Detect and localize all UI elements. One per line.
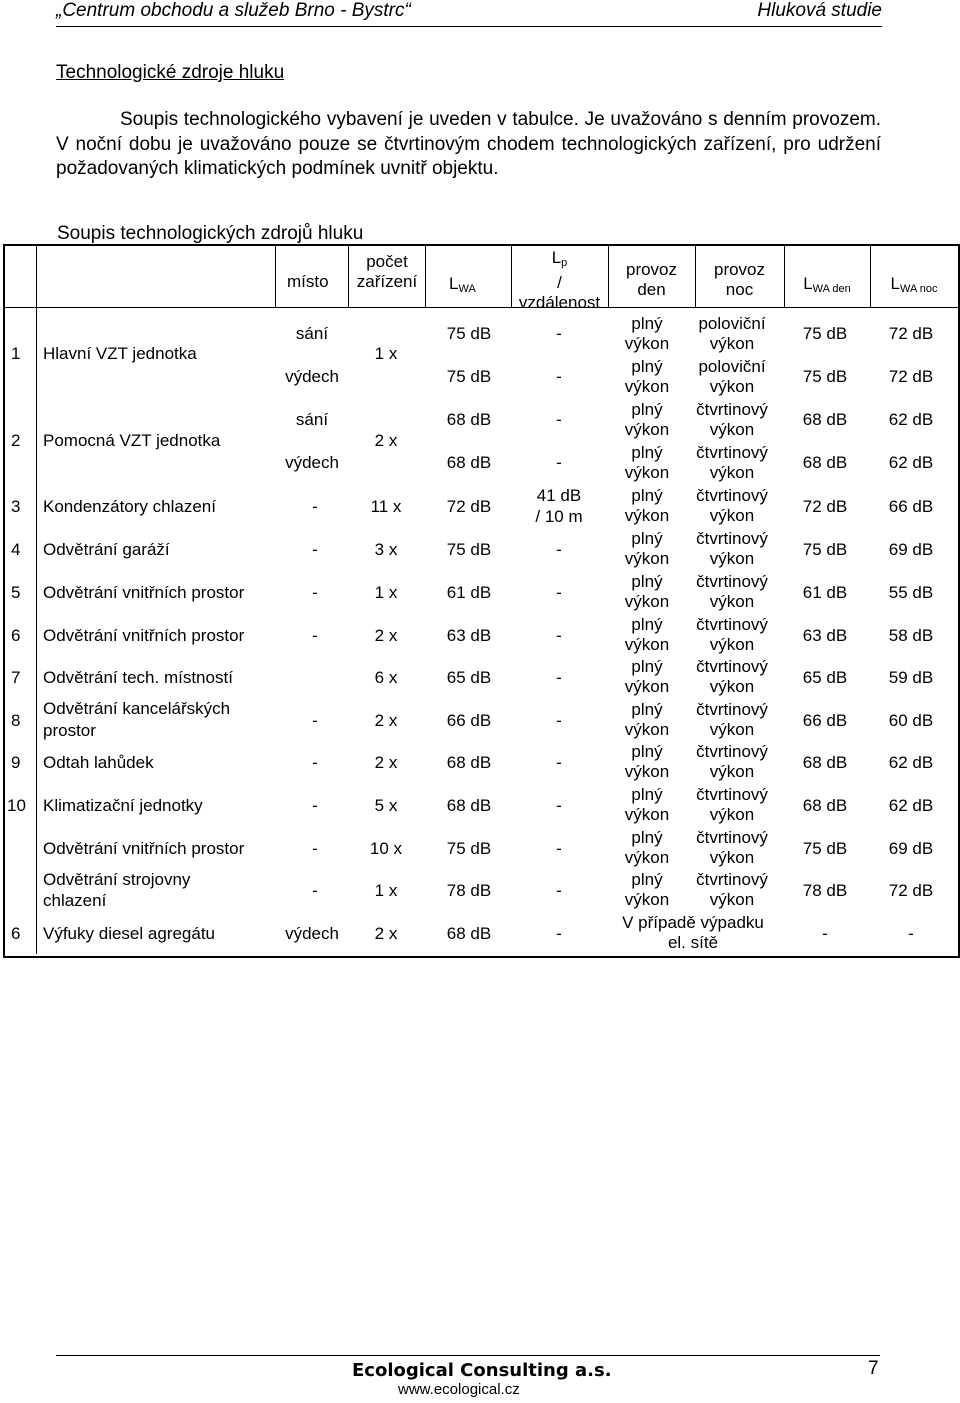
header-provoz-noc: provoz noc [713,260,766,299]
footer-company: Ecological Consulting a.s. [352,1360,612,1381]
table-caption: Soupis technologických zdrojů hluku [57,223,364,244]
header-misto: místo [287,272,329,291]
intro-paragraph: Soupis technologického vybavení je uveden v tabulce. Je uvažováno s denním provozem. V noční dobu je uvažováno pouze se čtvrtinovým chodem technologických zařízení, pro udržení požadovaných klimatických podmínek uvnitř objektu. [56,109,881,179]
row-name: Pomocná VZT jednotka [43,431,221,450]
row-count: 1 x [374,344,398,363]
page-header [56,0,882,27]
header-lp: $L_p$ / vzdálenost [518,248,601,312]
row-name: Hlavní VZT jednotka [43,344,197,363]
header-lwa-noc: $L_{WA noc}$ [890,274,938,295]
header-lwa: $L_{WA}$ [449,274,476,295]
noise-sources-table: místo počet zařízení $L_{WA}$ $L_p$ / vzdálenost provoz den provoz noc $L_{WA den}$ $L_{WA noc}$ 1 Hlavní VZT jednotka 1 x 2 Pomocná VZT jednotka 2 x sání 75 dB - plný výkon poloviční výkon 75 dB 72 dB výdech 75 dB - plný výkon poloviční výkon 75 dB 72 dB sání 68 dB - plný výkon čtvrtinový výkon 68 dB 62 dB výdech 68 dB - plný výkon čtvrtinový výkon 68 dB 62 dB 3 Kondenzátory chlazení - 11 x 72 dB 41 dB / 10 m plný výkon čtvrtinový výkon 72 dB 66 dB 4 Odvětrání garáží - 3 x 75 dB - plný výkon čtvrtinový výkon 75 dB 69 dB 5 Odvětrání vnitřních prostor - 1 x 61 dB - plný výkon čtvrtinový výkon 61 dB 55 dB 6 Odvětrání vnitřních prostor - 2 x 63 dB - plný výkon čtvrtinový výkon 63 dB 58 dB 7 Odvětrání tech. místností 6 x 65 dB - plný výkon čtvrtinový výkon 65 dB 59 dB 8 Odvětrání kancelářských prostor - 2 x 66 dB - plný výkon čtvrtinový výkon 66 dB 60 dB 9 Odtah lahůdek - 2 x 68 dB - plný výkon čtvrtinový výkon 68 dB 62 dB 10 Klimatizační jednotky - 5 x 68 dB - plný výkon čtvrtinový výkon 68 dB 62 dB Odvětrání vnitřních prostor - 10 x 75 dB - plný výkon čtvrtinový výkon 75 dB 69 dB Odvětrání strojovny chlazení - 1 x 78 dB - plný výkon čtvrtinový výkon 78 dB 72 dB 6 Výfuky diesel agregátu výdech 2 x 68 dB - V případě výpadku el. sítě - - [3,244,958,956]
section-title: Technologické zdroje hluku [56,62,285,83]
header-document-type: Hluková studie [757,0,882,21]
header-project-title: „Centrum obchodu a služeb Brno - Bystrc“ [56,0,411,21]
row-number: 2 [11,431,21,450]
footer-divider [56,1355,880,1356]
row-number: 1 [11,344,21,363]
footer-website: www.ecological.cz [398,1381,520,1398]
header-lwa-den: $L_{WA den}$ [803,274,851,295]
page-number: 7 [868,1358,879,1379]
header-pocet: počet zařízení [356,252,418,291]
row-count: 2 x [374,431,398,450]
header-provoz-den: provoz den [625,260,678,299]
